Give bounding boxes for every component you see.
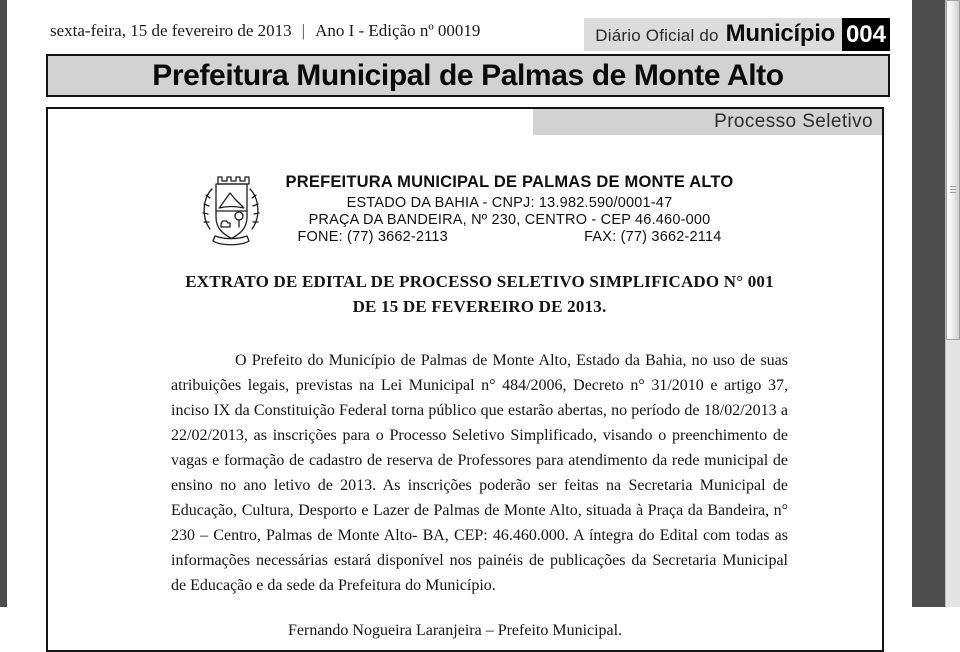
masthead-title-box (584, 18, 842, 51)
edital-title-line2: DE 15 DE FEVEREIRO DE 2013. (352, 297, 607, 316)
coat-of-arms-icon (195, 167, 267, 251)
masthead-prefix: Diário Oficial do (595, 26, 719, 45)
page-number-badge: 004 (842, 18, 890, 51)
section-bar-label: Processo Seletivo (714, 111, 873, 132)
document-frame (46, 107, 884, 652)
letterhead-fone: FONE: (77) 3662-2113 (297, 228, 448, 245)
edital-title-line1: EXTRATO DE EDITAL DE PROCESSO SELETIVO SIMPLIFICADO N° 001 (185, 272, 774, 291)
viewer-background-left (0, 0, 7, 607)
viewer-background-right (912, 0, 945, 607)
issue-date-line (50, 21, 480, 41)
date-separator: | (301, 21, 306, 40)
letterhead (48, 167, 882, 251)
masthead-name: Município (725, 20, 835, 47)
letterhead-name: PREFEITURA MUNICIPAL DE PALMAS DE MONTE ALTO (285, 172, 734, 191)
letterhead-address: PRAÇA DA BANDEIRA, Nº 230, CENTRO - CEP 46.460-000 (308, 211, 711, 228)
letterhead-phone-line (284, 229, 736, 246)
gazette-page (7, 0, 912, 639)
municipality-banner (46, 54, 890, 97)
issue-edition: Ano I - Edição nº 00019 (315, 21, 481, 40)
edital-title (171, 269, 788, 319)
issue-date: sexta-feira, 15 de fevereiro de 2013 (50, 21, 292, 40)
letterhead-state-cnpj: ESTADO DA BAHIA - CNPJ: 13.982.590/0001-47 (346, 194, 673, 211)
masthead (584, 18, 890, 51)
scrollbar-thumb[interactable] (946, 0, 960, 340)
municipality-banner-title: Prefeitura Municipal de Palmas de Monte Alto (152, 58, 784, 92)
signature-line: Fernando Nogueira Laranjeira – Prefeito Municipal. (288, 622, 623, 639)
vertical-scrollbar[interactable] (945, 0, 960, 607)
edital-body: O Prefeito do Município de Palmas de Monte Alto, Estado da Bahia, no uso de suas atribuições legais, previstas na Lei Municipal n° 484/2006, Decreto n° 31/2010 e artigo 37, inciso IX da Constituição Federal torna público que estarão abertas, no período de 18/02/2013 a 22/02/2013, as inscrições para o Processo Seletivo Simplificado, visando o preenchimento de vagas e formação de cadastro de reserva de Professores para atendimento da rede municipal de ensino no ano letivo de 2013. As inscrições poderão ser feitas na Secretaria Municipal de Educação, Cultura, Desporto e Lazer de Palmas de Monte Alto, situada à Praça da Bandeira, n° 230 – Centro, Palmas de Monte Alto- BA, CEP: 46.460.000. A íntegra do Edital com todas as informações necessárias estará disponível nos painéis de publicações da Secretaria Municipal de Educação e da sede da Prefeitura do Município. (171, 352, 788, 594)
letterhead-text (284, 173, 736, 246)
scrollbar-grip-icon (950, 189, 956, 190)
section-bar (533, 109, 882, 135)
letterhead-fax: FAX: (77) 3662-2114 (584, 228, 722, 245)
edital-content (171, 269, 788, 640)
